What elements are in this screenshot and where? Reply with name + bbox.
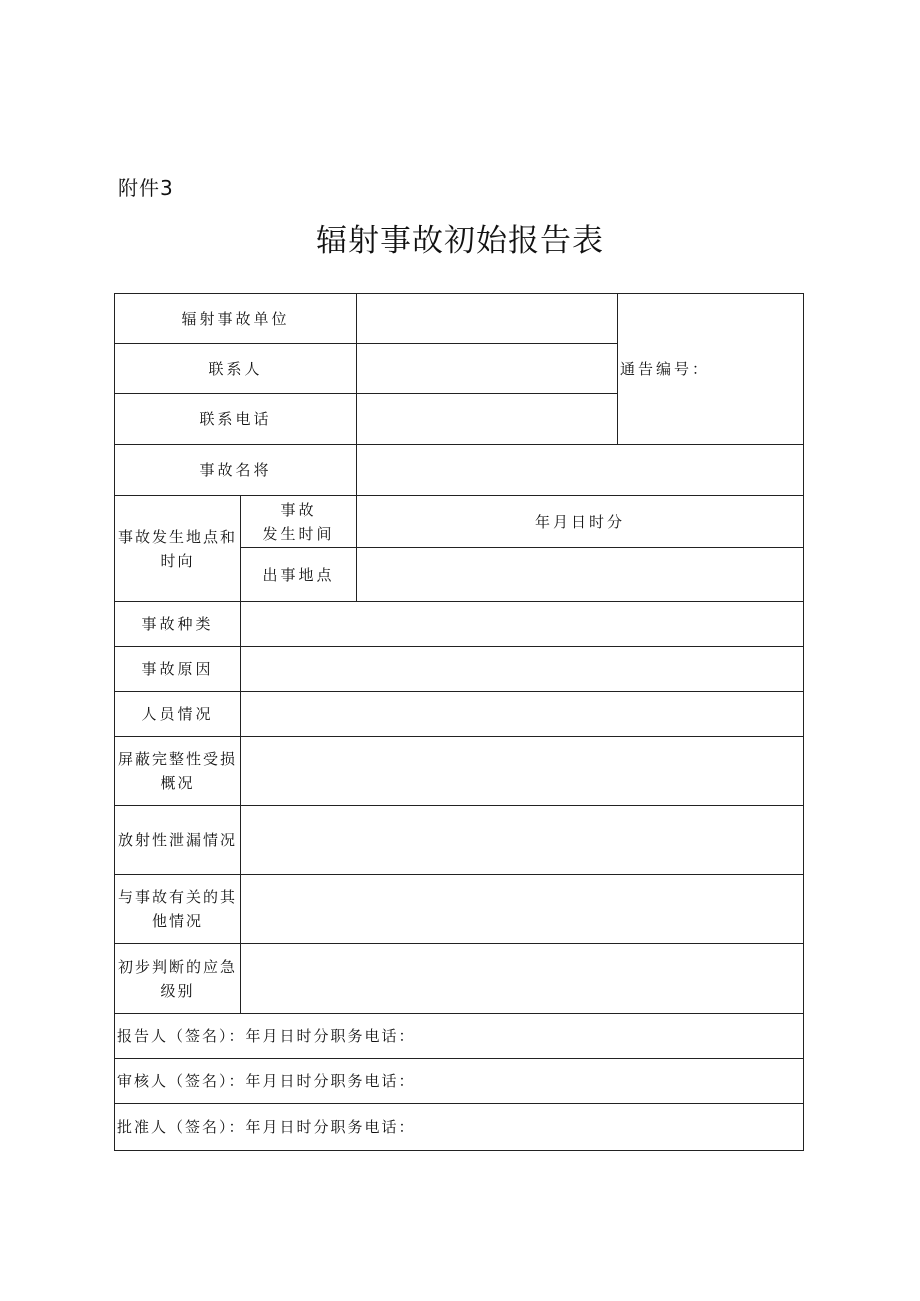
place-label: 出事地点 [240, 547, 357, 602]
accident-name-field[interactable] [356, 444, 804, 496]
notice-number-label: 通告编号： [620, 360, 711, 378]
unit-label: 辐射事故单位 [114, 293, 357, 344]
occur-time-value: 年月日时分 [534, 512, 625, 531]
occur-time-field[interactable] [356, 495, 804, 548]
other-info-label [114, 874, 241, 944]
approver-signature-row[interactable] [114, 1103, 804, 1151]
accident-type-label: 事故种类 [114, 601, 241, 647]
emergency-level-label-line1: 初步判断的应急 [117, 957, 237, 976]
shield-damage-label [114, 736, 241, 806]
other-info-field[interactable] [240, 874, 804, 944]
contact-label: 联系人 [114, 343, 357, 394]
shield-damage-label-line2: 概况 [160, 774, 195, 792]
reviewer-signature-text: 审核人（签名）：年月日时分职务电话： [117, 1072, 416, 1090]
radioactive-leak-label: 放射性泄漏情况 [114, 805, 241, 875]
phone-label: 联系电话 [114, 393, 357, 445]
shield-damage-label-line1: 屏蔽完整性受损 [117, 750, 237, 768]
personnel-label: 人员情况 [114, 691, 241, 737]
unit-field[interactable] [356, 293, 618, 344]
reporter-signature-row[interactable] [114, 1013, 804, 1059]
report-form-table [114, 293, 804, 1151]
accident-cause-field[interactable] [240, 646, 804, 692]
accident-cause-label: 事故原因 [114, 646, 241, 692]
contact-field[interactable] [356, 343, 618, 394]
emergency-level-label [114, 943, 241, 1014]
accident-name-label: 事故名将 [114, 444, 357, 496]
personnel-field[interactable] [240, 691, 804, 737]
occur-time-label [240, 495, 357, 548]
form-title: 辐射事故初始报告表 [316, 223, 604, 259]
shield-damage-field[interactable] [240, 736, 804, 806]
other-info-label-line2: 他情况 [151, 912, 203, 930]
phone-field[interactable] [356, 393, 618, 445]
location-time-label: 事故发生地点和时向 [114, 495, 241, 602]
occur-time-label-line1: 事故 [280, 500, 317, 519]
approver-signature-text: 批准人（签名）：年月日时分职务电话： [117, 1118, 416, 1136]
other-info-label-line1: 与事故有关的其 [117, 888, 237, 906]
emergency-level-field[interactable] [240, 943, 804, 1014]
radioactive-leak-field[interactable] [240, 805, 804, 875]
occur-time-label-line2: 发生时间 [262, 524, 335, 543]
accident-type-field[interactable] [240, 601, 804, 647]
reporter-signature-text: 报告人（签名）：年月日时分职务电话： [117, 1027, 416, 1045]
reviewer-signature-row[interactable] [114, 1058, 804, 1104]
notice-number-cell[interactable] [617, 293, 804, 445]
place-field[interactable] [356, 547, 804, 602]
emergency-level-label-line2: 级别 [160, 981, 195, 1000]
attachment-label: 附件3 [118, 176, 174, 200]
